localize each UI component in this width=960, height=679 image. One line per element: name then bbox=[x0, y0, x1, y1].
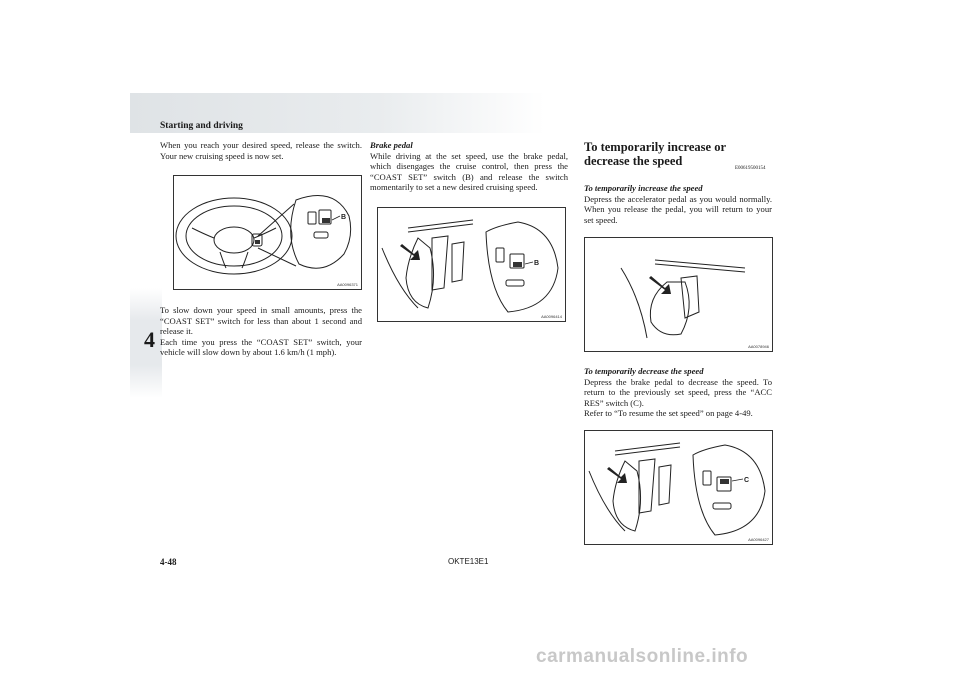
middle-column bbox=[370, 140, 568, 193]
steering-wheel-figure bbox=[173, 175, 362, 290]
left-paragraph-2: To slow down your speed in small amounts, press the “COAST SET” switch for less than about 1 second and release it. bbox=[160, 305, 362, 337]
right-column-bottom bbox=[584, 366, 772, 419]
accelerator-figure bbox=[584, 237, 773, 352]
figure-code-3: AA0078946 bbox=[748, 344, 769, 349]
right-paragraph-1: Depress the accelerator pedal as you would normally. When you release the pedal, you will return to your set speed. bbox=[584, 193, 772, 225]
chapter-number: 4 bbox=[144, 327, 155, 352]
watermark: carmanualsonline.info bbox=[536, 646, 749, 667]
left-column-lower bbox=[160, 305, 362, 358]
right-paragraph-3: Refer to “To resume the set speed” on page 4-49. bbox=[584, 408, 753, 419]
figure-code: AA0096371 bbox=[337, 282, 358, 287]
brake-pedal-subheading: Brake pedal bbox=[370, 140, 413, 150]
left-column bbox=[160, 140, 362, 161]
decrease-subheading: To temporarily decrease the speed bbox=[584, 366, 704, 376]
page-number: 4-48 bbox=[160, 557, 177, 567]
fig-label-b: B bbox=[341, 214, 347, 221]
document-code: OKTE13E1 bbox=[448, 557, 489, 566]
fig-label-c: C bbox=[744, 477, 750, 484]
section-title: Starting and driving bbox=[160, 121, 243, 131]
right-column-top bbox=[584, 183, 772, 225]
left-paragraph-3: Each time you press the “COAST SET” switch, your vehicle will slow down by about 1.6 km/h (1 mph). bbox=[160, 336, 362, 358]
fig-label-b2: B bbox=[534, 260, 540, 267]
brake-pedal-figure bbox=[377, 207, 566, 322]
section-code: E00619500154 bbox=[735, 166, 766, 171]
section-heading: To temporarily increase or decrease the speed bbox=[584, 140, 726, 168]
figure-code-2: AA0096414 bbox=[541, 314, 562, 319]
left-paragraph-1: When you reach your desired speed, release the switch. Your new cruising speed is now set. bbox=[160, 140, 362, 161]
figure-code-4: AA0096427 bbox=[748, 537, 769, 542]
brake-resume-figure bbox=[584, 430, 773, 545]
right-paragraph-2: Depress the brake pedal to decrease the speed. To return to the previously set speed, press the “ACC RES” switch (C). bbox=[584, 376, 772, 408]
increase-subheading: To temporarily increase the speed bbox=[584, 183, 703, 193]
middle-paragraph: While driving at the set speed, use the brake pedal, which disengages the cruise control, then press the “COAST SET” switch (B) and release the switch momentarily to set a new desired cruising speed. bbox=[370, 150, 568, 193]
